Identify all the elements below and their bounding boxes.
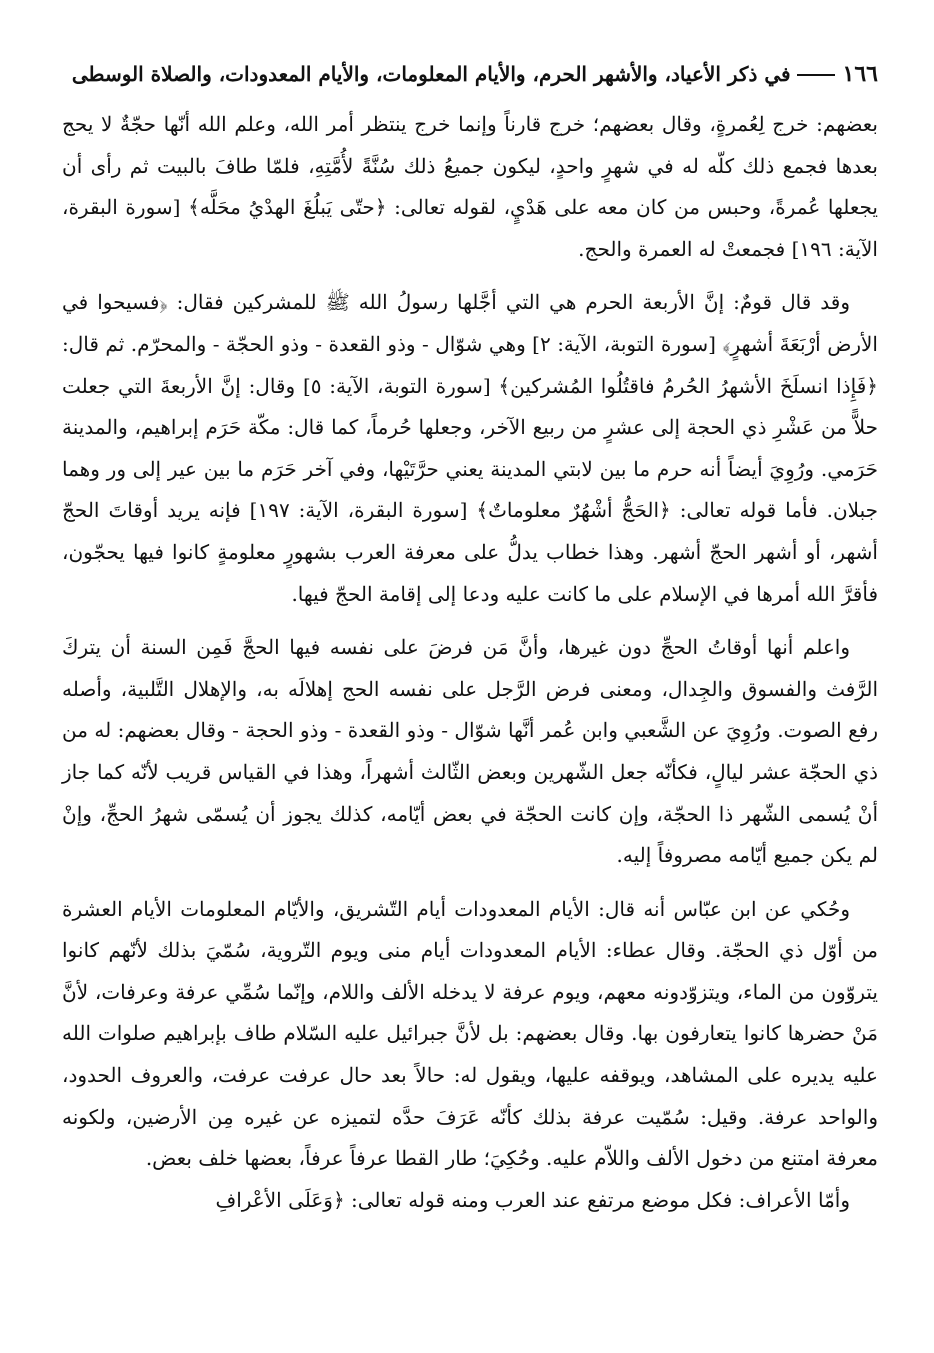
paragraph-3: واعلم أنها أوقاتُ الحجِّ دون غيرها، وأنَّ مَن فرضَ على نفسه فيها الحجَّ فَمِن السنة أن يتركَ الرَّفث والفسوق والجِدال، ومعنى فرض الرَّجل على نفسه الحج إهلالَه به، والإهلال التَّلبية، وأصله رفع الصوت. ورُوِيَ عن الشَّعبي وابن عُمر أنَّها شوّال - وذو القعدة - وذو الحجة - وقال بعضهم: له من ذي الحجّة عشر ليالٍ، فكأنّه جعل الشّهرين وبعض الثّالث أشهراً، وهذا في القياس قريب لأنّه كما جاز أنْ يُسمى الشّهر ذا الحجّة، وإن كانت الحجّة في بعض أيّامه، كذلك يجوز أن يُسمّى شهرُ الحجِّ، وإنْ لم يكن جميع أيّامه مصروفاً إليه. bbox=[62, 635, 878, 868]
running-header bbox=[62, 58, 878, 90]
chapter-title: في ذكر الأعياد، والأشهر الحرم، والأيام المعلومات، والأيام المعدودات، والصلاة الوسطى bbox=[71, 62, 791, 86]
header-rule bbox=[797, 74, 835, 76]
paragraph-5: وأمّا الأعراف: فكل موضع مرتفع عند العرب ومنه قوله تعالى: ﴿وَعَلَى الأعْرافِ bbox=[215, 1187, 850, 1212]
body-text bbox=[62, 104, 878, 1221]
paragraph-1: بعضهم: خرج لِعُمرةٍ، وقال بعضهم؛ خرج قارناً وإنما خرج ينتظر أمر الله، وعلم الله أنّها حجّةٌ لا يحج بعدها فجمع ذلك كلّه له في شهرٍ واحدٍ، ليكون جميعُ ذلك سُنَّةً لأُمَّتِهِ، فلمّا طافَ بالبيت ثم رأى أن يجعلها عُمرةً، وحبس من كان معه على هَدْيٍ، لقوله تعالى: ﴿حتّى يَبلُغَ الهدْيُ محَلَّه﴾ [سورة البقرة، الآية: ١٩٦] فجمعتْ له العمرة والحج. bbox=[62, 112, 879, 261]
paragraph-4: وحُكي عن ابن عبّاس أنه قال: الأيام المعدودات أيام التّشريق، والأيّام المعلومات الأيام العشرة من أوّل ذي الحجّة. وقال عطاء: الأيام المعدودات أيام منى ويوم التّروية، سُمّيَ بذلك لأنّهم كانوا يتروّون من الماء، ويتزوّدونه معهم، ويوم عرفة لا يدخله الألف واللام، وإنّما سُمِّي عرفة وعرفات، لأنَّ مَنْ حضرها كانوا يتعارفون بها. وقال بعضهم: بل لأنَّ جبرائيل عليه السّلام طاف بإبراهيم صلوات الله عليه يديره على المشاهد، ويوقفه عليها، ويقول له: حالاً بعد حال عرفت عرفت، والعروف الحدود، والواحد عرفة. وقيل: سُمّيت عرفة بذلك كأنّه عَرَفَ حدَّه لتميزه عن غيره مِن الأرضين، ولكونه معرفة امتنع من دخول الألف واللاّم عليه. وحُكِيَ؛ طار القطا عرفاً عرفاً، بعضها خلف بعض. bbox=[62, 896, 879, 1171]
page-number: ١٦٦ bbox=[842, 61, 878, 87]
paragraph-2: وقد قال قومٌ: إنَّ الأربعة الحرم هي التي أجَّلها رسولُ الله ﷺ للمشركين فقال: ﴿فسيحوا في الأرض أرْبَعَةَ أشهرٍ﴾ [سورة التوبة، الآية: ٢] وهي شوّال - وذو القعدة - وذو الحجّة - والمحرّم. ثم قال: ﴿فَإِذا انسلَخَ الأشهرُ الحُرمُ فاقتُلُوا المُشركين﴾ [سورة التوبة، الآية: ٥] وقال: إنَّ الأربعةَ التي جعلت حلاًّ من عَشْرِ ذي الحجة إلى عشرٍ من ربيع الآخر، وجعلها حُرماً، كما قال: مكّة حَرَم إبراهيم، والمدينة حَرَمي. ورُوِيَ أيضاً أنه حرم ما بين لابتي المدينة يعني حرَّتَيْها، وفي آخر حَرَم ما بين عير إلى ور وهما جبلان. فأما قوله تعالى: ﴿الحَجُّ أشْهُرٌ معلوماتٌ﴾ [سورة البقرة، الآية: ١٩٧] فإنه يريد أوقاتَ الحجّ أشهر، أو أشهر الحجّ أشهر. وهذا خطاب يدلُّ على معرفة العرب بشهورٍ معلومةٍ كانوا فيها يحجّون، فأقرَّ الله أمرها في الإسلام على ما كانت عليه ودعا إلى إقامة الحجّ فيها. bbox=[62, 290, 879, 606]
book-page bbox=[62, 58, 878, 1338]
